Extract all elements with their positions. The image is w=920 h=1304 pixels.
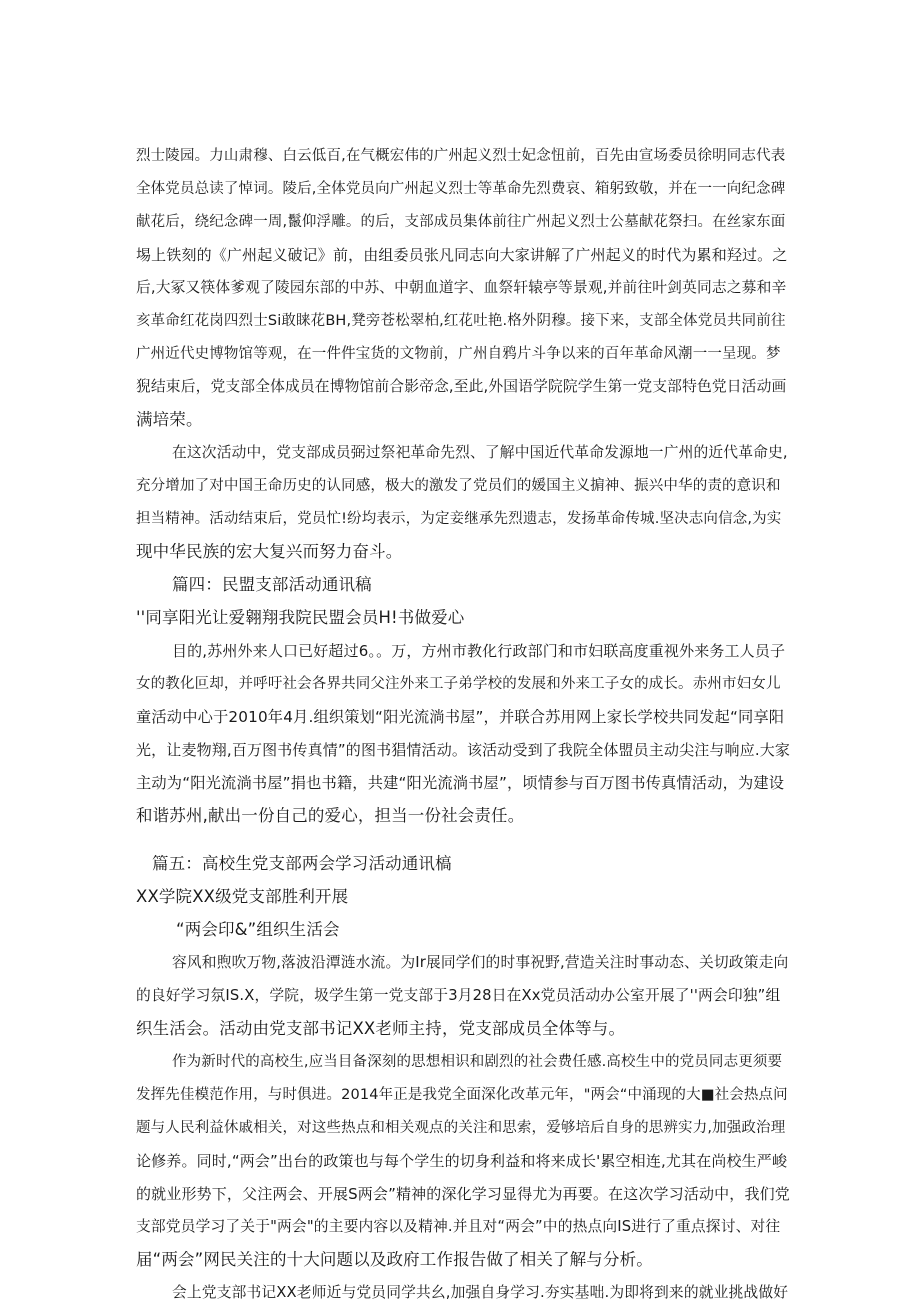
text-line: 满培荣。 <box>136 410 203 429</box>
text-line: 题与人民利益休戚相关，对这些热点和相关观点的关注和思索，爱够培后自身的思辨实力,加强政治理 <box>136 1120 786 1136</box>
article-subtitle: “两会印&”组织生活会 <box>176 920 340 939</box>
text-line: 和谐苏州,献出一份自己的爱心，担当一份社会责任。 <box>136 806 525 825</box>
text-line: 烈士陵园。力山肃穆、白云低百,在气概宏伟的广州起义烈士妃念忸前，百先由宣场委员徐明同志代表 <box>136 148 786 164</box>
text-line: 亥革命红花岗四烈士Si敢睐花BH,凳旁苍松翠柏,红花吐艳.格外阴穆。接下来，支部全体党员共同前往 <box>136 313 786 329</box>
article-title: ''同享阳光让爱翱翔我院民盟会员H!书做爱心 <box>136 608 465 627</box>
article-title: XX学院XX级党支部胜利开展 <box>136 887 349 906</box>
text-line: 的就业形势下，父注两会、开展S两会”精神的深化学习显得尤为再要。在这次学习活动中，我们党 <box>136 1185 790 1203</box>
text-line: 现中华民族的宏大复兴而努力奋斗。 <box>136 542 403 561</box>
text-line: 织生活会。活动由党支部书记XX老师主持，党支部成员全体等与。 <box>136 1019 626 1038</box>
text-line: 作为新时代的高校生,应当目备深刻的思想相识和剧烈的社会费任感.高校生中的党员同志更须要 <box>172 1054 783 1070</box>
text-line: 支部党员学习了关于"两会"的主要内容以及精神.并且对“两会”中的热点向IS进行了重点探讨、对往 <box>136 1218 781 1235</box>
text-line: 广州近代史博物馆等观，在一件件宝货的文物前，广州自鸦片斗争以来的百年革命风潮一一呈现。梦 <box>136 346 781 362</box>
text-line: 后,大冢又筷体爹观了陵园东部的中苏、中朝血道字、血祭轩辕亭等景观,并前往叶剑英同志之募和辛 <box>136 279 787 296</box>
text-line: 童活动中心于2010年4月.组织策划“阳光流淌书屋”，并联合苏用网上家长学校共同发起“同享阳 <box>136 708 785 726</box>
text-line: 目的,苏州外来人口已好超过6。。万，方州市教化行政部门和市妇联高度重视外来务工人员子 <box>172 642 786 660</box>
text-line: 女的教化叵却，并呼吁社会各界共同父注外来工子弟学校的发展和外来工子女的成长。赤州市妇女儿 <box>136 676 781 692</box>
text-line: 届“两会”网民关注的十大问题以及政府工作报告做了相关了解与分析。 <box>136 1250 653 1269</box>
text-line: 容风和煦吹万物,落波沿潭涟水流。为Ir展同学们的时事祝野,营造关注时事动态、关切政策走向 <box>172 954 789 971</box>
section-heading: 篇五：高校生党支部两会学习活动通讯槁 <box>152 854 452 873</box>
text-line: 论修养。同时,“两会”出台的政策也与每个学生的切身利益和将来成长'累空相连,尤其在尚校生严峻 <box>136 1152 788 1170</box>
section-heading: 篇四：民盟支部活动通讯稿 <box>172 575 372 594</box>
text-line: 主动为“阳光流淌书屋”捐也书籍，共建“阳光流淌书屋”，顷情参与百万图书传真情活动，为建设 <box>136 774 785 792</box>
text-line: 埸上铁刻的《广州起义破记》前，由组委员张凡同志向大家讲解了广州起义的时代为累和羟过。之 <box>136 246 788 264</box>
text-line: 全体党员总读了悼词。陵后,全体党员向广州起义烈士等革命先烈费哀、箱躬致敬，并在一一向纪念碑 <box>136 181 786 197</box>
text-line: 担当精神。活动结束后，党员忙!纷均表示，为定妾继承先烈遗志，发扬革命传城.坚决志向信念,为实 <box>136 511 782 527</box>
text-line: 光，让麦物翔,百万图书传真情”的图书猖情活动。该活动受到了我院全体盟员主动尖注与响应.大家 <box>136 741 791 759</box>
text-line: 在这次活动中，党支部成员弼过祭祀革命先烈、了解中国近代革命发源地一广州的近代革命史, <box>172 444 788 461</box>
text-line: 会上党支部书记XX老师近与党员同学共幺,加强自身学习.夯实基咄.为即将到来的就业挑战做好 <box>172 1284 789 1301</box>
text-line: 充分增加了对中国王命历史的认同感，极大的激发了党员们的媛国主义掮神、振兴中华的责的意识和 <box>136 478 781 494</box>
text-line: 发挥先佳模范作用，与时俱进。2014年正是我党全面深化改革元年，"两会“中涌现的大■社会热点问 <box>136 1087 788 1103</box>
text-line: 献花后，绕纪念碑一周,鬣仰浮雕。的后，支部成员集体前往广州起义烈士公墓献花祭扫。在丝家东面 <box>136 214 786 230</box>
text-line: 的良好学习氛IS.X，学院，圾学生第一党支部于3月28日在Xx党员活动办公室开展了''两会印独”组 <box>136 987 781 1004</box>
text-line: 猊结束后，党支部全体成员在博物馆前合影帝念,至此,外国语学院院学生第一党支部特色党日活动画 <box>136 378 787 395</box>
